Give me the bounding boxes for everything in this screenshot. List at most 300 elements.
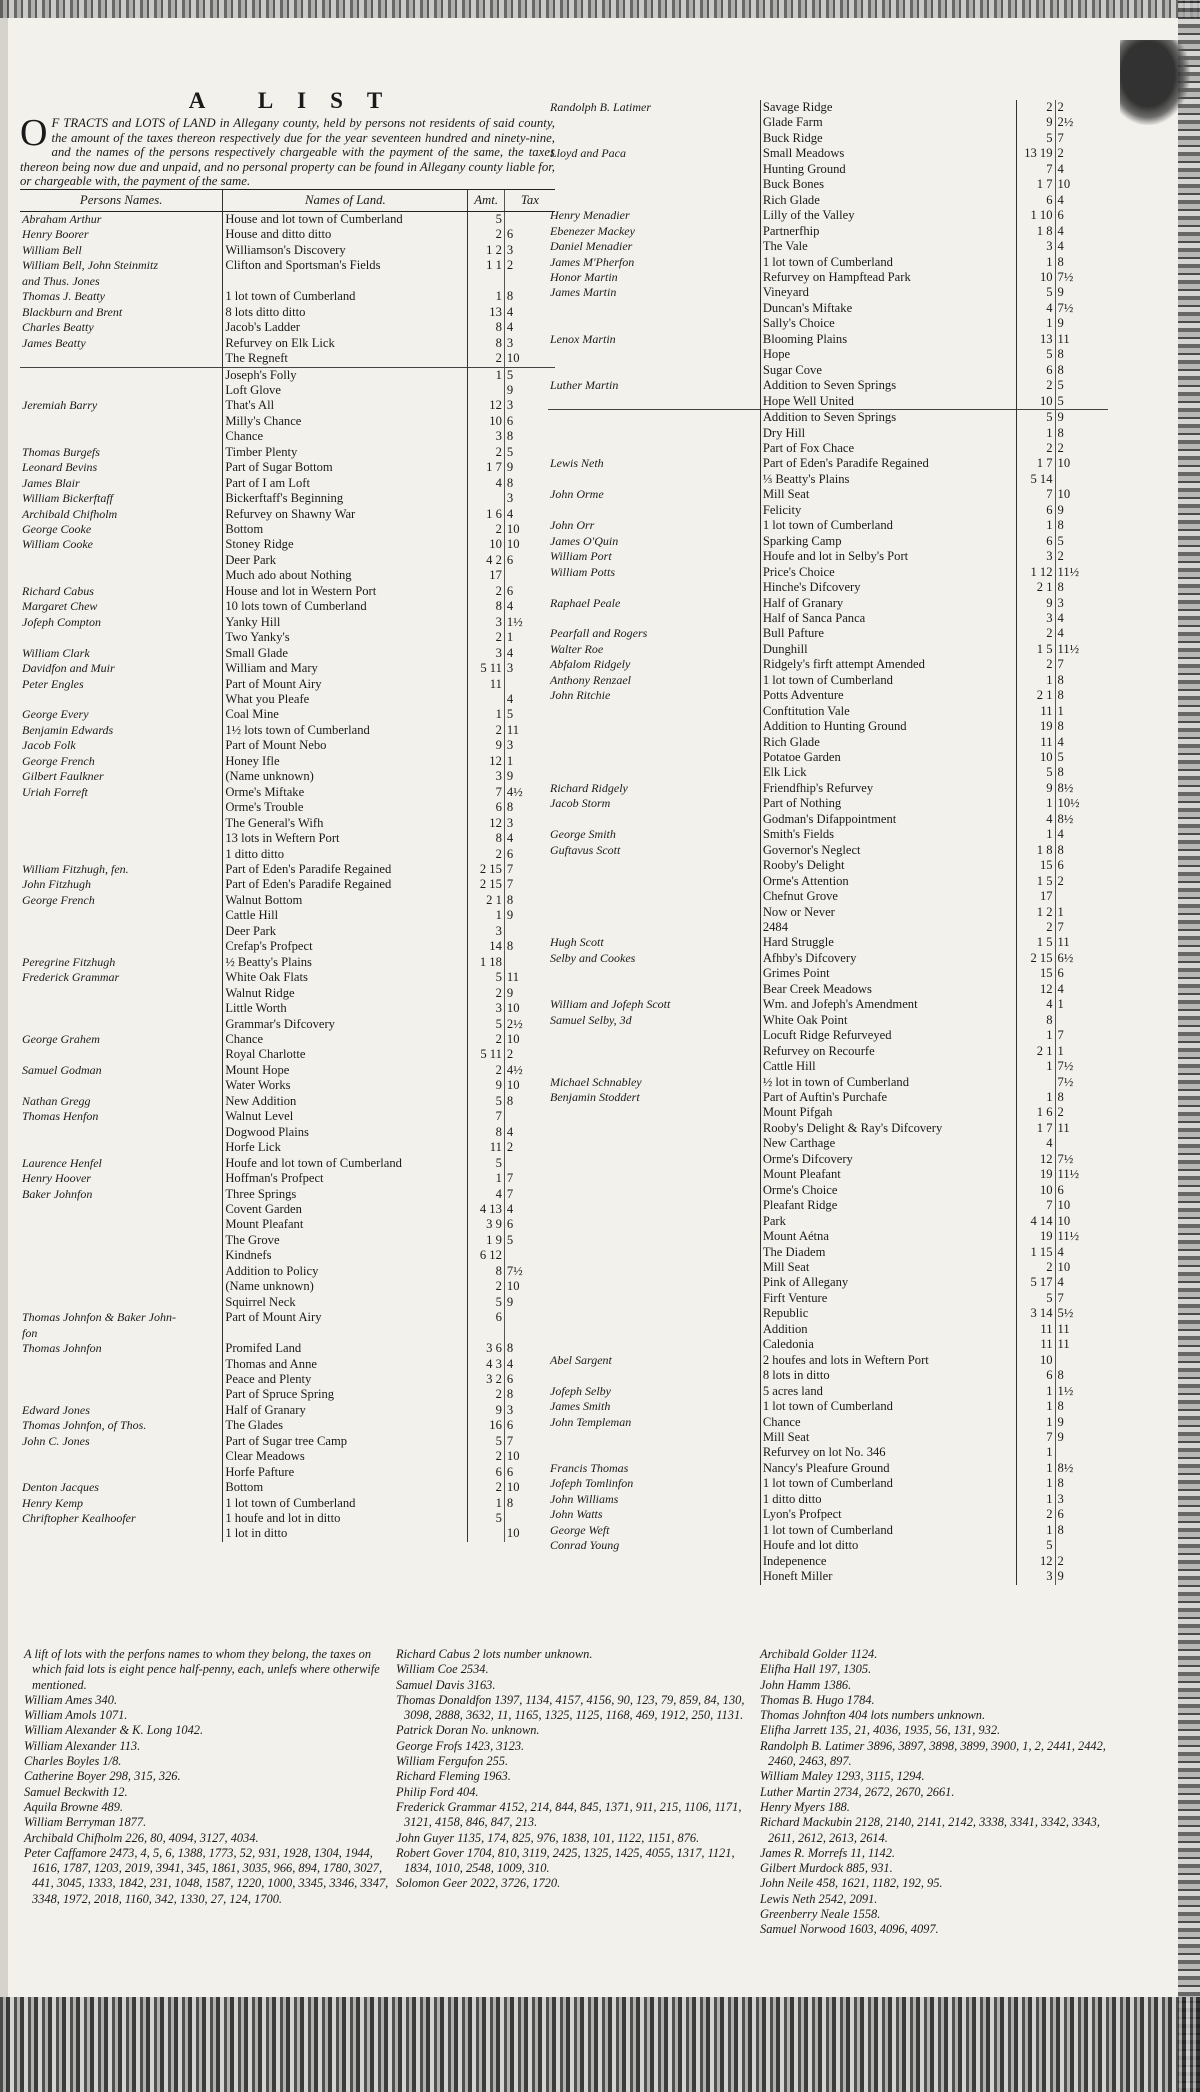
tax-cell: 9 — [1055, 316, 1108, 331]
table-row — [20, 1171, 555, 1186]
land-name-cell: Thomas and Anne — [223, 1357, 468, 1372]
lot-list-entry: William Maley 1293, 3115, 1294. — [760, 1769, 925, 1784]
lot-list-entry: Elifha Hall 197, 1305. — [760, 1662, 872, 1677]
land-name-cell: 1 ditto ditto — [223, 847, 468, 862]
amount-cell: 7 — [1017, 1198, 1055, 1213]
land-name-cell: Hope Well United — [760, 394, 1017, 410]
person-name-cell: George Smith — [550, 827, 616, 842]
land-name-cell: 1 lot town of Cumberland — [760, 1523, 1017, 1538]
person-name-cell — [20, 939, 223, 954]
amount-cell: 5 — [1017, 131, 1055, 146]
table-row — [548, 1507, 1108, 1522]
person-name-cell: George Every — [22, 707, 89, 722]
amount-cell: 8 — [468, 336, 505, 351]
person-name-cell: Henry Kemp — [22, 1495, 83, 1510]
tax-cell: 7½ — [1055, 1059, 1108, 1074]
tax-cell: 2 — [1055, 1554, 1108, 1569]
person-name-cell: Anthony Renzael — [550, 672, 631, 687]
tax-cell: 7 — [504, 1171, 555, 1186]
tax-cell: 7 — [1055, 1028, 1108, 1043]
amount-cell: 1 — [468, 908, 505, 923]
tax-cell: 2 — [504, 1047, 555, 1062]
land-name-cell: Orme's Choice — [760, 1183, 1017, 1198]
table-row — [20, 476, 555, 491]
table-row — [548, 426, 1108, 441]
amount-cell: 1 — [1017, 1523, 1055, 1538]
amount-cell: 4 — [468, 476, 505, 491]
land-name-cell: Two Yanky's — [223, 630, 468, 645]
person-name-cell — [548, 1569, 760, 1584]
land-name-cell: Three Springs — [223, 1187, 468, 1202]
amount-cell: 2 — [1017, 1507, 1055, 1522]
land-name-cell: House and lot in Western Port — [223, 584, 468, 599]
lot-list-entry: John Guyer 1135, 174, 825, 976, 1838, 101, 1122, 1151, 876. — [396, 1830, 700, 1845]
tax-cell: 6 — [504, 1217, 555, 1232]
lot-list-entry: Archibald Golder 1124. — [760, 1647, 878, 1661]
person-name-cell: Frederick Grammar — [22, 970, 120, 985]
tax-cell: 6 — [504, 584, 555, 599]
amount-cell: 3 — [1017, 1569, 1055, 1584]
land-name-cell: House and ditto ditto — [223, 227, 468, 242]
amount-cell — [468, 1326, 505, 1341]
amount-cell: 2 — [468, 351, 505, 367]
person-name-cell — [548, 982, 760, 997]
amount-cell: 4 14 — [1017, 1214, 1055, 1229]
person-name-cell: Henry Boorer — [22, 227, 89, 242]
table-row — [20, 1403, 555, 1418]
land-name-cell: Godman's Difappointment — [760, 812, 1017, 827]
person-name-cell — [548, 1291, 760, 1306]
amount-cell: 5 — [1017, 410, 1055, 426]
person-name-cell: James Beatty — [22, 335, 86, 350]
land-name-cell: Refurvey on lot No. 346 — [760, 1445, 1017, 1460]
land-name-cell: Part of Sugar Bottom — [223, 460, 468, 475]
tax-cell: 4 — [504, 1357, 555, 1372]
lot-list-entry: Gilbert Murdock 885, 931. — [760, 1861, 893, 1876]
tax-cell — [1055, 1445, 1108, 1460]
person-name-cell: William Cooke — [22, 537, 93, 552]
tax-cell: 3 — [504, 1403, 555, 1418]
table-row — [20, 707, 555, 722]
person-name-cell — [548, 1430, 760, 1445]
header-persons: Persons Names. — [20, 189, 223, 211]
amount-cell: 10 — [1017, 394, 1055, 410]
amount-cell: 5 — [468, 211, 505, 227]
table-row — [20, 599, 555, 614]
table-row — [20, 661, 555, 676]
amount-cell: 3 2 — [468, 1372, 505, 1387]
land-name-cell: Mount Pleafant — [760, 1167, 1017, 1182]
amount-cell: 2 — [1017, 920, 1055, 935]
person-name-cell — [548, 920, 760, 935]
person-name-cell — [548, 1245, 760, 1260]
table-row — [20, 1310, 555, 1325]
amount-cell: 2 1 — [1017, 580, 1055, 595]
amount-cell: 1 7 — [1017, 177, 1055, 192]
amount-cell: 2 — [1017, 657, 1055, 672]
table-row — [20, 986, 555, 1001]
amount-cell: 6 — [1017, 503, 1055, 518]
amount-cell: 3 — [468, 924, 505, 939]
lot-list-entry: Frederick Grammar 4152, 214, 844, 845, 1371, 911, 215, 1106, 1171, 3121, 4158, 846, 847, 213. — [396, 1799, 742, 1830]
table-row — [548, 1569, 1108, 1584]
person-name-cell: Raphael Peale — [550, 595, 621, 610]
tax-cell: 8 — [1055, 255, 1108, 270]
land-name-cell: Addition to Hunting Ground — [760, 719, 1017, 734]
table-row — [548, 843, 1108, 858]
tax-cell: 1 — [1055, 704, 1108, 719]
person-name-cell: John Williams — [550, 1491, 619, 1506]
table-row — [20, 445, 555, 460]
person-name-cell: Jeremiah Barry — [22, 398, 98, 413]
amount-cell: 9 — [1017, 596, 1055, 611]
land-name-cell: Part of Fox Chace — [760, 441, 1017, 456]
tax-cell: 6 — [504, 553, 555, 568]
amount-cell: 8 — [468, 831, 505, 846]
amount-cell: 8 — [468, 1264, 505, 1279]
person-name-cell: Guftavus Scott — [550, 842, 621, 857]
person-name-cell — [20, 429, 223, 444]
person-name-cell — [548, 363, 760, 378]
person-name-cell: Laurence Henfel — [22, 1155, 102, 1170]
table-row — [548, 812, 1108, 827]
amount-cell: 12 — [1017, 982, 1055, 997]
tax-cell: 8 — [1055, 1476, 1108, 1491]
land-name-cell: Joseph's Folly — [223, 367, 468, 383]
amount-cell: 5 11 — [468, 1047, 505, 1062]
table-row — [20, 831, 555, 846]
amount-cell: 1 7 — [468, 460, 505, 475]
tax-cell — [1055, 889, 1108, 904]
land-name-cell: Part of Auftin's Purchafe — [760, 1090, 1017, 1105]
person-name-cell: Jofeph Tomlinfon — [550, 1476, 634, 1491]
person-name-cell: William and Jofeph Scott — [550, 997, 671, 1012]
amount-cell: 1 — [468, 1496, 505, 1511]
lot-list-entry: Charles Boyles 1/8. — [24, 1754, 122, 1769]
lot-list-entry: Solomon Geer 2022, 3726, 1720. — [396, 1876, 561, 1891]
land-name-cell: Hope — [760, 347, 1017, 362]
amount-cell: 1 2 — [468, 243, 505, 258]
tax-cell: 4 — [1055, 611, 1108, 626]
tax-cell: 8 — [504, 1341, 555, 1356]
land-name-cell: Addition to Policy — [223, 1264, 468, 1279]
tax-cell: 5 — [1055, 534, 1108, 549]
table-row — [20, 1511, 555, 1526]
table-row — [20, 227, 555, 242]
amount-cell: 5 — [1017, 1291, 1055, 1306]
amount-cell: 5 14 — [1017, 472, 1055, 487]
land-name-cell: 10 lots town of Cumberland — [223, 599, 468, 614]
amount-cell: 15 — [1017, 966, 1055, 981]
amount-cell: 2 1 — [1017, 1044, 1055, 1059]
amount-cell: 12 — [1017, 1554, 1055, 1569]
tax-cell: 7 — [1055, 657, 1108, 672]
amount-cell: 12 — [1017, 1152, 1055, 1167]
table-row — [20, 816, 555, 831]
tax-cell: 7 — [1055, 920, 1108, 935]
land-name-cell: Refurvey on Hampftead Park — [760, 270, 1017, 285]
table-row — [20, 1264, 555, 1279]
land-name-cell: Mount Aétna — [760, 1229, 1017, 1244]
person-name-cell: James O'Quin — [550, 533, 619, 548]
table-row — [548, 1152, 1108, 1167]
person-name-cell — [20, 692, 223, 707]
amount-cell: 9 — [468, 1078, 505, 1093]
tax-cell: 10 — [504, 522, 555, 537]
person-name-cell: Lloyd and Paca — [550, 146, 626, 161]
person-name-cell: Thomas Johnfon — [22, 1341, 102, 1356]
table-row — [548, 688, 1108, 703]
person-name-cell: Francis Thomas — [550, 1460, 629, 1475]
tax-cell: 9 — [1055, 285, 1108, 300]
table-row — [20, 1248, 555, 1263]
tax-cell: 4 — [504, 305, 555, 320]
tax-cell: 11 — [504, 970, 555, 985]
table-row — [548, 1275, 1108, 1290]
land-name-cell: Mill Seat — [760, 1430, 1017, 1445]
land-name-cell: Peace and Plenty — [223, 1372, 468, 1387]
table-row — [548, 889, 1108, 904]
tax-cell: 6 — [504, 1418, 555, 1433]
table-row — [548, 982, 1108, 997]
land-name-cell: 1 lot town of Cumberland — [760, 1476, 1017, 1491]
person-name-cell — [20, 568, 223, 583]
person-name-cell: Henry Hoover — [22, 1171, 91, 1186]
table-row — [548, 642, 1108, 657]
land-name-cell: Kindnefs — [223, 1248, 468, 1263]
amount-cell: 2 1 — [1017, 688, 1055, 703]
table-row — [20, 1341, 555, 1356]
table-row — [548, 1214, 1108, 1229]
person-name-cell: fon — [22, 1325, 38, 1340]
amount-cell: 5 — [1017, 347, 1055, 362]
person-name-cell — [548, 131, 760, 146]
amount-cell: 6 — [1017, 193, 1055, 208]
table-row — [548, 1384, 1108, 1399]
person-name-cell: Lewis Neth — [550, 456, 604, 471]
table-row — [20, 908, 555, 923]
person-name-cell — [20, 1047, 223, 1062]
tax-cell: 8 — [1055, 580, 1108, 595]
land-name-cell: Lyon's Profpect — [760, 1507, 1017, 1522]
tax-cell: 7½ — [1055, 301, 1108, 316]
tax-cell: 6 — [504, 1372, 555, 1387]
amount-cell: 1 — [1017, 1384, 1055, 1399]
land-name-cell: Nancy's Pleafure Ground — [760, 1461, 1017, 1476]
person-name-cell: Denton Jacques — [22, 1480, 99, 1495]
table-row — [548, 1399, 1108, 1414]
lot-list-entry: William Amols 1071. — [24, 1708, 128, 1723]
land-name-cell: Orme's Attention — [760, 874, 1017, 889]
header-amt: Amt. — [468, 189, 505, 211]
amount-cell: 3 — [1017, 611, 1055, 626]
lot-list-entry: Lewis Neth 2542, 2091. — [760, 1891, 878, 1906]
land-name-cell: Addition — [760, 1322, 1017, 1337]
land-name-cell: Houfe and lot in Selby's Port — [760, 549, 1017, 564]
amount-cell: 10 — [1017, 270, 1055, 285]
person-name-cell — [548, 905, 760, 920]
person-name-cell: Thomas Henfon — [22, 1109, 99, 1124]
lot-list-entry: William Alexander & K. Long 1042. — [24, 1723, 204, 1738]
table-row — [20, 1094, 555, 1109]
tax-cell: 11 — [1055, 1121, 1108, 1136]
land-name-cell: The General's Wifh — [223, 816, 468, 831]
land-name-cell: Caledonia — [760, 1337, 1017, 1352]
tax-cell: 9 — [1055, 1430, 1108, 1445]
person-name-cell — [20, 383, 223, 398]
tax-cell: 6 — [504, 227, 555, 242]
tax-cell: 1½ — [1055, 1384, 1108, 1399]
lot-list-column-1 — [24, 1647, 394, 1907]
amount-cell: 1 8 — [1017, 224, 1055, 239]
lot-list-entry: Archibald Chifholm 226, 80, 4094, 3127, 4034. — [24, 1830, 259, 1845]
land-name-cell: Part of Eden's Paradife Regained — [760, 456, 1017, 471]
land-name-cell: Part of Spruce Spring — [223, 1387, 468, 1402]
person-name-cell — [20, 1001, 223, 1016]
amount-cell: 3 — [1017, 239, 1055, 254]
person-name-cell — [20, 553, 223, 568]
tax-cell: 2½ — [504, 1017, 555, 1032]
person-name-cell: William Bell, John Steinmitz — [22, 258, 158, 273]
person-name-cell: Selby and Cookes — [550, 950, 636, 965]
land-name-cell: Buck Bones — [760, 177, 1017, 192]
tax-cell: 1½ — [504, 615, 555, 630]
tax-cell: 10 — [504, 1032, 555, 1047]
land-name-cell: Addition to Seven Springs — [760, 410, 1017, 426]
land-name-cell: Houfe and lot ditto — [760, 1538, 1017, 1553]
land-name-cell: Dry Hill — [760, 426, 1017, 441]
tax-cell: 8 — [504, 1496, 555, 1511]
intro-text: F TRACTS and LOTS of LAND in Allegany county, held by persons not residents of said county, the amount of the taxes thereon respectively due for the year seventeen hundred and ninety-nine, and the names of the persons respectively chargeable with the payment of the same, the taxes thereon being now due and unpaid, and no personal property can be found in Allegany county liable for, or chargeable with, the payment of the same. — [20, 116, 555, 189]
person-name-cell — [20, 1140, 223, 1155]
table-row — [548, 255, 1108, 270]
tax-cell: 5 — [1055, 394, 1108, 410]
tax-cell: 10 — [504, 537, 555, 552]
table-row — [548, 1167, 1108, 1182]
table-row — [548, 316, 1108, 331]
table-row — [20, 924, 555, 939]
lot-list-entry: Samuel Davis 3163. — [396, 1677, 496, 1692]
amount-cell: 2 — [1017, 100, 1055, 115]
table-row — [548, 534, 1108, 549]
land-name-cell: Duncan's Miftake — [760, 301, 1017, 316]
land-name-cell: Hinche's Difcovery — [760, 580, 1017, 595]
table-row — [548, 1461, 1108, 1476]
amount-cell — [468, 1526, 505, 1541]
table-row — [548, 827, 1108, 842]
tax-cell: 8 — [1055, 719, 1108, 734]
table-row — [548, 673, 1108, 688]
land-name-cell: 1 lot in ditto — [223, 1526, 468, 1541]
tax-cell: 2 — [504, 258, 555, 273]
person-name-cell: Gilbert Faulkner — [22, 769, 104, 784]
table-row — [20, 584, 555, 599]
person-name-cell — [20, 1217, 223, 1232]
amount-cell: 9 — [1017, 115, 1055, 130]
tax-cell: 11 — [504, 723, 555, 738]
tax-cell: 10 — [1055, 177, 1108, 192]
land-name-cell: Partnerfhip — [760, 224, 1017, 239]
person-name-cell — [548, 193, 760, 208]
land-name-cell: 1 lot town of Cumberland — [760, 673, 1017, 688]
amount-cell: 1 — [1017, 1415, 1055, 1430]
land-name-cell: Deer Park — [223, 924, 468, 939]
table-row — [20, 1156, 555, 1171]
table-row — [20, 1233, 555, 1248]
person-name-cell — [548, 1306, 760, 1321]
person-name-cell — [20, 630, 223, 645]
land-name-cell: Hoffman's Profpect — [223, 1171, 468, 1186]
tax-cell: 8 — [504, 289, 555, 304]
tax-cell — [1055, 1538, 1108, 1553]
person-name-cell — [548, 394, 760, 410]
tax-cell: 3 — [504, 398, 555, 413]
person-name-cell — [548, 1445, 760, 1460]
land-name-cell: Chefnut Grove — [760, 889, 1017, 904]
intro-paragraph — [20, 112, 555, 189]
amount-cell: 1 — [468, 707, 505, 722]
amount-cell: 10 — [1017, 750, 1055, 765]
land-name-cell: Dunghill — [760, 642, 1017, 657]
tax-cell: 5 — [504, 1233, 555, 1248]
land-name-cell: Water Works — [223, 1078, 468, 1093]
table-row — [20, 1480, 555, 1495]
person-name-cell — [548, 812, 760, 827]
table-row — [20, 1372, 555, 1387]
amount-cell: 2 — [468, 445, 505, 460]
tax-cell: 1 — [1055, 1044, 1108, 1059]
amount-cell: 5 — [468, 1094, 505, 1109]
table-row — [20, 553, 555, 568]
table-row — [20, 615, 555, 630]
table-row — [548, 735, 1108, 750]
tax-cell: 10 — [1055, 1198, 1108, 1213]
table-row — [548, 549, 1108, 564]
land-name-cell: Small Glade — [223, 646, 468, 661]
table-row — [548, 905, 1108, 920]
land-name-cell: Bull Pafture — [760, 626, 1017, 641]
person-name-cell: Richard Cabus — [22, 583, 94, 598]
land-name-cell: Governor's Neglect — [760, 843, 1017, 858]
table-row — [20, 211, 555, 227]
land-name-cell: Locuft Ridge Refurveyed — [760, 1028, 1017, 1043]
amount-cell: 10 — [468, 537, 505, 552]
person-name-cell — [20, 1372, 223, 1387]
land-name-cell: 5 acres land — [760, 1384, 1017, 1399]
person-name-cell: John Templeman — [550, 1414, 632, 1429]
tax-cell: 3 — [504, 491, 555, 506]
table-row — [548, 1445, 1108, 1460]
table-row — [548, 224, 1108, 239]
lot-list-entry: Thomas Donaldfon 1397, 1134, 4157, 4156, 90, 123, 79, 859, 84, 130, 3098, 2888, 3632, 11, 1165, 1325, 1125, 1168, 469, 1912, 250, 1131. — [396, 1692, 745, 1723]
person-name-cell — [20, 367, 223, 383]
tax-cell: 8 — [504, 429, 555, 444]
scan-edge-right — [1178, 0, 1200, 2092]
amount-cell: 2 — [468, 584, 505, 599]
amount-cell: 2 — [468, 227, 505, 242]
person-name-cell — [20, 414, 223, 429]
table-row — [20, 1032, 555, 1047]
person-name-cell: Leonard Bevins — [22, 460, 98, 475]
tax-cell: 6 — [1055, 858, 1108, 873]
amount-cell: 4 13 — [468, 1202, 505, 1217]
table-row — [20, 677, 555, 692]
amount-cell: 1 6 — [1017, 1105, 1055, 1120]
person-name-cell — [548, 1554, 760, 1569]
tax-cell: 5 — [504, 707, 555, 722]
table-row — [548, 1028, 1108, 1043]
table-row — [548, 394, 1108, 410]
